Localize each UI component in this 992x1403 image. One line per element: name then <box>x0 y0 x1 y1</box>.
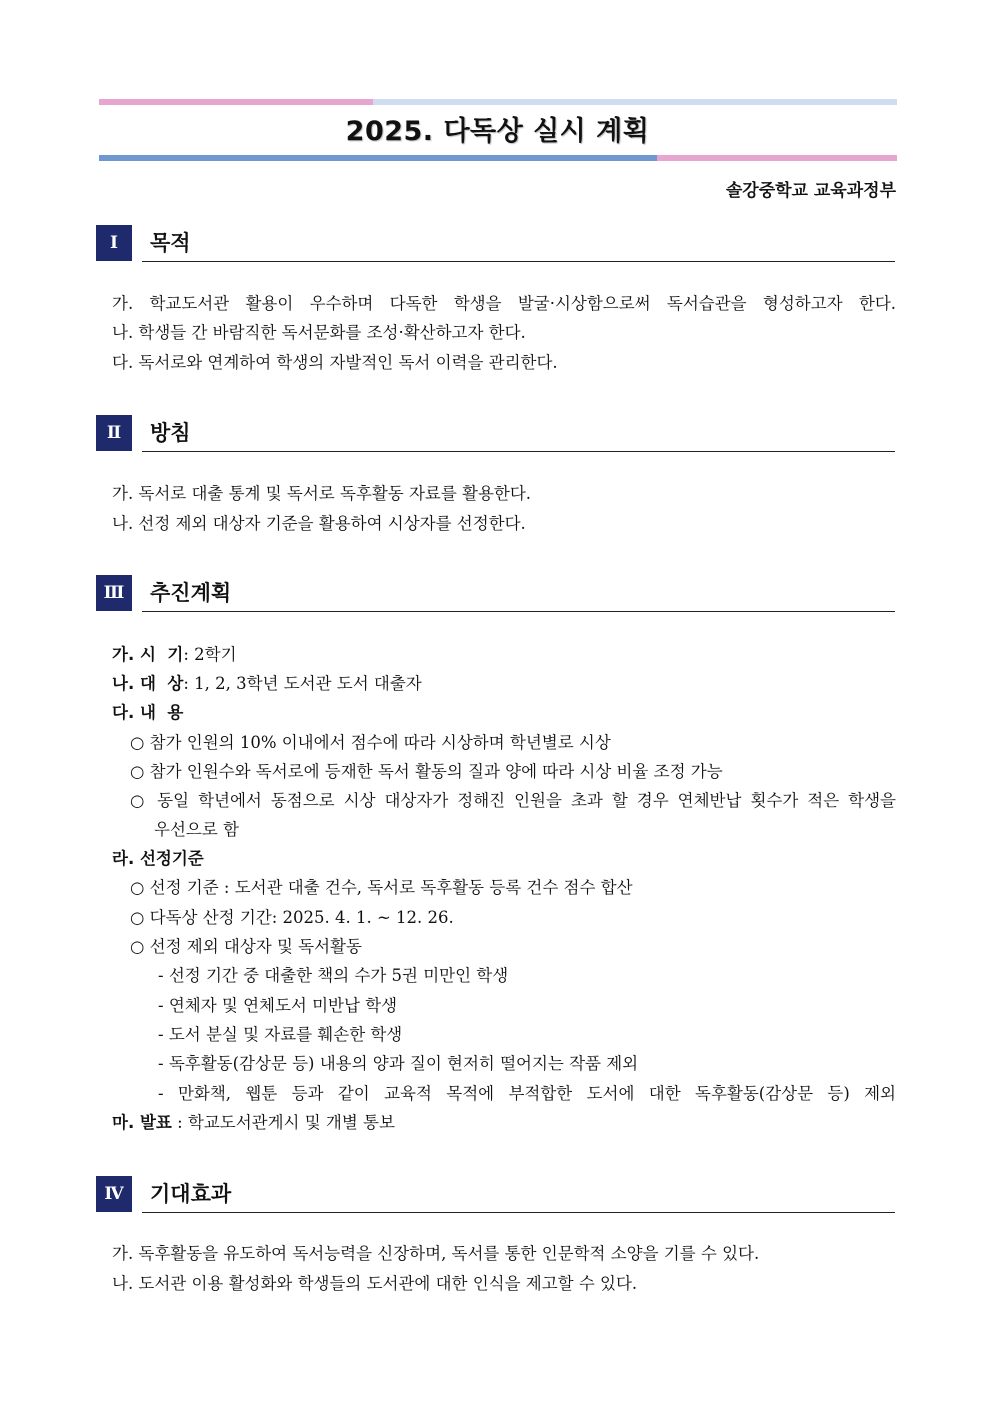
bottom-bar-pink <box>657 155 897 161</box>
exclusion-item: - 도서 분실 및 자료를 훼손한 학생 <box>158 1025 403 1044</box>
top-bar-light-blue <box>373 99 897 105</box>
criteria-item: ○ 선정 제외 대상자 및 독서활동 <box>130 937 362 956</box>
criteria-item: ○ 다독상 산정 기간: 2025. 4. 1. ~ 12. 26. <box>130 908 454 927</box>
section-underline <box>142 261 895 262</box>
section-number: Ⅱ <box>96 415 132 451</box>
list-item: 가. 독후활동을 유도하여 독서능력을 신장하며, 독서를 통한 인문학적 소양을 기를 수 있다. <box>112 1244 760 1263</box>
section-1-header <box>96 225 895 261</box>
list-item: 나. 학생들 간 바람직한 독서문화를 조성·확산하고자 한다. <box>112 323 526 342</box>
section-underline <box>142 611 895 612</box>
content-item: ○ 참가 인원의 10% 이내에서 점수에 따라 시상하며 학년별로 시상 <box>130 733 611 752</box>
section-underline <box>142 1212 895 1213</box>
item-value: : 학교도서관게시 및 개별 통보 <box>171 1113 395 1132</box>
list-item: 나. 도서관 이용 활성화와 학생들의 도서관에 대한 인식을 제고할 수 있다. <box>112 1274 638 1293</box>
section-4-header <box>96 1176 895 1212</box>
exclusion-item: - 독후활동(감상문 등) 내용의 양과 질이 현저히 떨어지는 작품 제외 <box>158 1054 639 1073</box>
organization-name: 솔강중학교 교육과정부 <box>725 181 896 201</box>
plan-target <box>112 673 422 695</box>
plan-period <box>112 644 237 666</box>
list-item: 가. 학교도서관 활용이 우수하며 다독한 학생을 발굴·시상함으로써 독서습관을 형성하고자 한다. <box>112 294 896 313</box>
list-item: 다. 독서로와 연계하여 학생의 자발적인 독서 이력을 관리한다. <box>112 353 558 372</box>
bottom-bar-blue <box>99 155 657 161</box>
top-bar-pink <box>99 99 373 105</box>
item-label: 나. 대 상 <box>112 674 184 693</box>
list-item: 가. 독서로 대출 통계 및 독서로 독후활동 자료를 활용한다. <box>112 484 532 503</box>
criteria-item: ○ 선정 기준 : 도서관 대출 건수, 독서로 독후활동 등록 건수 점수 합산 <box>130 878 633 897</box>
section-3-header <box>96 575 895 611</box>
content-item: ○ 참가 인원수와 독서로에 등재한 독서 활동의 질과 양에 따라 시상 비율 조정 가능 <box>130 762 723 781</box>
item-value: : 1, 2, 3학년 도서관 도서 대출자 <box>183 674 422 693</box>
item-label: 마. 발표 <box>112 1113 172 1132</box>
document-title: 2025. 다독상 실시 계획 <box>345 116 650 147</box>
section-number: Ⅳ <box>96 1176 132 1212</box>
section-title: 기대효과 <box>150 1182 232 1206</box>
plan-announcement <box>112 1112 395 1134</box>
item-value: : 2학기 <box>183 645 237 664</box>
content-item: ○ 동일 학년에서 동점으로 시상 대상자가 정해진 인원을 초과 할 경우 연체반납 횟수가 적은 학생을 <box>130 791 896 810</box>
exclusion-item: - 만화책, 웹툰 등과 같이 교육적 목적에 부적합한 도서에 대한 독후활동(감상문 등) 제외 <box>158 1084 896 1103</box>
section-title: 목적 <box>150 231 191 255</box>
section-number: Ⅰ <box>96 225 132 261</box>
plan-criteria-label: 라. 선정기준 <box>112 849 204 868</box>
section-2-header <box>96 415 895 451</box>
plan-content-label: 다. 내 용 <box>112 703 184 722</box>
section-number: Ⅲ <box>96 575 132 611</box>
section-underline <box>142 451 895 452</box>
exclusion-item: - 연체자 및 연체도서 미반납 학생 <box>158 996 398 1015</box>
item-label: 가. 시 기 <box>112 645 184 664</box>
content-item-continuation: 우선으로 함 <box>154 820 239 839</box>
section-title: 방침 <box>150 421 191 445</box>
list-item: 나. 선정 제외 대상자 기준을 활용하여 시상자를 선정한다. <box>112 514 526 533</box>
section-title: 추진계획 <box>150 581 232 605</box>
exclusion-item: - 선정 기간 중 대출한 책의 수가 5권 미만인 학생 <box>158 966 509 985</box>
